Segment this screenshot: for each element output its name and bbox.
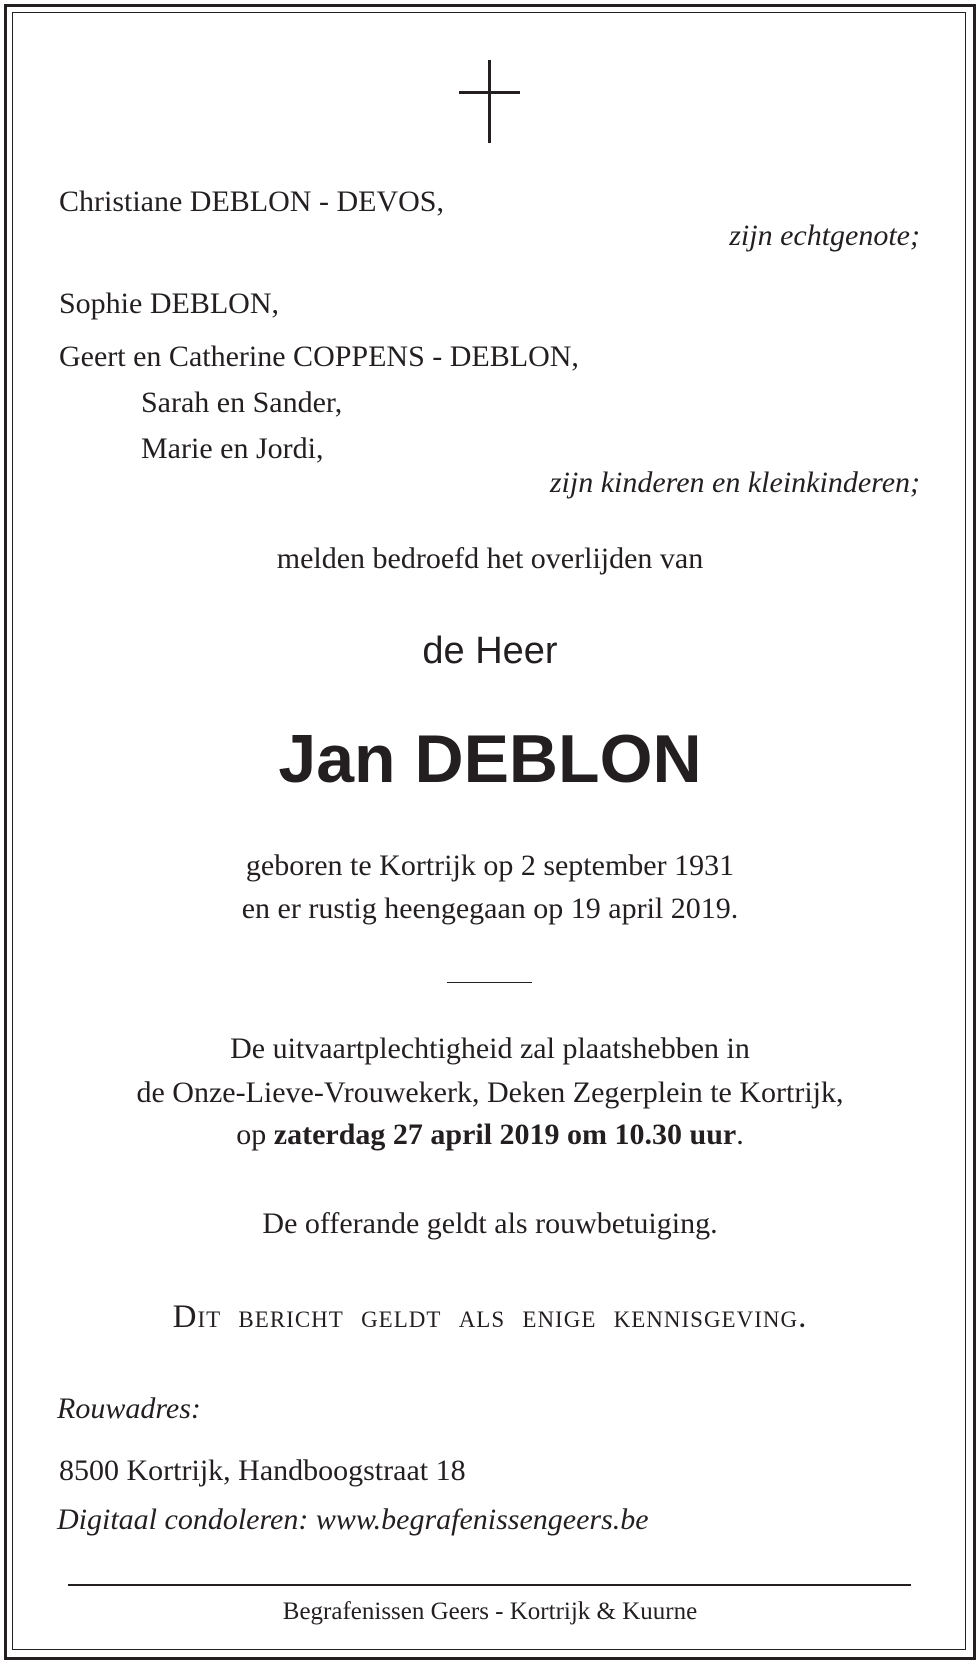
child-1-name: Sophie DEBLON, <box>59 287 279 320</box>
birth-line: geboren te Kortrijk op 2 september 1931 <box>245 849 735 882</box>
condolence-line: Digitaal condoleren: www.begrafenissengeers.be <box>57 1503 649 1536</box>
death-line: en er rustig heengegaan op 19 april 2019. <box>241 892 739 925</box>
funeral-line-2: de Onze-Lieve-Vrouwekerk, Deken Zegerplein te Kortrijk, <box>136 1076 844 1109</box>
notice-text: Dit bericht geldt als enige kennisgeving. <box>172 1299 808 1335</box>
deceased-title: de Heer <box>422 630 558 672</box>
funeral-datetime: zaterdag 27 april 2019 om 10.30 uur <box>273 1118 737 1151</box>
address-label: Rouwadres: <box>57 1392 201 1425</box>
child-2-name: Geert en Catherine COPPENS - DEBLON, <box>59 340 579 373</box>
cross-horizontal-bar <box>459 91 520 94</box>
deceased-name: Jan DEBLON <box>278 721 702 797</box>
grandchild-2-name: Marie en Jordi, <box>141 432 324 465</box>
funeral-suffix: . <box>736 1118 744 1151</box>
cross-vertical-bar <box>488 60 491 143</box>
footer-divider <box>68 1584 911 1586</box>
section-divider <box>447 982 532 983</box>
spouse-name: Christiane DEBLON - DEVOS, <box>59 185 444 218</box>
announcement-text: melden bedroefd het overlijden van <box>276 542 704 575</box>
spouse-role: zijn echtgenote; <box>729 219 920 252</box>
grandchild-1-name: Sarah en Sander, <box>141 386 343 419</box>
offering-text: De offerande geldt als rouwbetuiging. <box>262 1207 718 1240</box>
funeral-line-3 <box>0 1118 980 1152</box>
funeral-line-1: De uitvaartplechtigheid zal plaatshebben in <box>230 1032 750 1065</box>
children-role: zijn kinderen en kleinkinderen; <box>549 466 920 499</box>
funeral-prefix: op <box>236 1118 274 1151</box>
footer-text: Begrafenissen Geers - Kortrijk & Kuurne <box>282 1598 698 1625</box>
address-value: 8500 Kortrijk, Handboogstraat 18 <box>59 1454 466 1487</box>
